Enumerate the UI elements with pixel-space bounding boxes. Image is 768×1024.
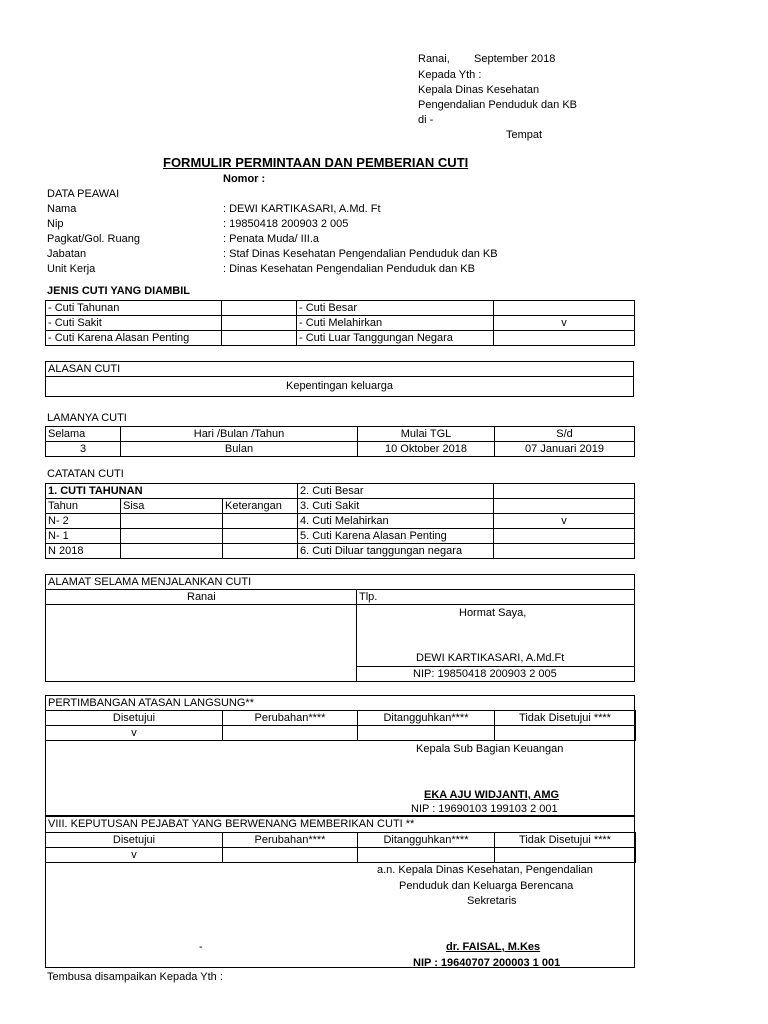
table-row — [46, 848, 636, 863]
catatan-year: N 2018 — [46, 544, 121, 559]
keputusan-table — [45, 832, 636, 863]
jenis-cuti-mark[interactable]: v — [494, 316, 635, 331]
table-row — [46, 726, 636, 741]
jenis-cuti-label: - Cuti Luar Tanggungan Negara — [297, 331, 494, 346]
catatan-sisa-cell[interactable] — [121, 529, 223, 544]
pegawai-value-pangkat: : Penata Muda/ III.a — [223, 233, 320, 245]
pertimbangan-mark[interactable] — [223, 726, 358, 741]
pegawai-label-nip: Nip — [47, 218, 64, 230]
catatan-year: N- 1 — [46, 529, 121, 544]
keputusan-mark[interactable] — [223, 848, 358, 863]
table-row — [46, 499, 635, 514]
pegawai-value-unit: : Dinas Kesehatan Pengendalian Penduduk dan KB — [223, 263, 475, 275]
header-recipient1: Kepala Dinas Kesehatan — [418, 84, 540, 96]
alamat-divider — [45, 589, 635, 590]
pertimbangan-mark[interactable]: v — [46, 726, 223, 741]
keputusan-position-line1: a.n. Kepala Dinas Kesehatan, Pengendalian — [377, 864, 593, 876]
pegawai-value-nip: : 19850418 200903 2 005 — [223, 218, 349, 230]
lamanya-header-mulai: Mulai TGL — [358, 427, 495, 442]
catatan-right-label: 2. Cuti Besar — [298, 484, 494, 499]
pertimbangan-header: Ditangguhkan**** — [358, 711, 495, 726]
catatan-ket-cell[interactable] — [223, 529, 298, 544]
keputusan-position-line2: Penduduk dan Keluarga Berencana — [399, 880, 574, 892]
pegawai-label-unit: Unit Kerja — [47, 263, 96, 275]
jenis-cuti-label: - Cuti Sakit — [46, 316, 222, 331]
table-row — [46, 316, 635, 331]
table-row — [46, 331, 635, 346]
pertimbangan-mark[interactable] — [495, 726, 636, 741]
table-row — [46, 427, 635, 442]
table-row — [46, 514, 635, 529]
header-to: Kepada Yth : — [418, 69, 482, 81]
alamat-divider — [356, 666, 635, 667]
catatan-sisa-cell[interactable] — [121, 544, 223, 559]
keputusan-header: Ditangguhkan**** — [358, 833, 495, 848]
catatan-right-mark[interactable]: v — [494, 514, 635, 529]
table-row — [46, 484, 635, 499]
catatan-right-label: 3. Cuti Sakit — [298, 499, 494, 514]
pertimbangan-signer-nip: NIP : 19690103 199103 2 001 — [411, 803, 558, 815]
catatan-col-tahun: Tahun — [46, 499, 121, 514]
catatan-right-mark[interactable] — [494, 499, 635, 514]
lamanya-cuti-heading: LAMANYA CUTI — [47, 412, 127, 424]
tembusan-label: Tembusa disampaikan Kepada Yth : — [47, 971, 223, 983]
alamat-signer-nip: NIP: 19850418 200903 2 005 — [413, 668, 557, 680]
keputusan-header: Disetujui — [46, 833, 223, 848]
pegawai-label-pangkat: Pagkat/Gol. Ruang — [47, 233, 140, 245]
alamat-tlp-label: Tlp. — [359, 591, 378, 603]
catatan-cuti-table — [45, 483, 635, 559]
keputusan-position-line3: Sekretaris — [467, 895, 517, 907]
lamanya-value-satuan[interactable]: Bulan — [121, 442, 358, 457]
catatan-right-label: 5. Cuti Karena Alasan Penting — [298, 529, 494, 544]
form-title: FORMULIR PERMINTAAN DAN PEMBERIAN CUTI — [163, 155, 469, 170]
jenis-cuti-mark[interactable] — [494, 331, 635, 346]
alamat-city: Ranai — [187, 591, 216, 603]
catatan-right-label: 4. Cuti Melahirkan — [298, 514, 494, 529]
table-row — [46, 442, 635, 457]
header-place: Ranai, — [418, 53, 450, 65]
pertimbangan-header: Tidak Disetujui **** — [495, 711, 636, 726]
jenis-cuti-heading: JENIS CUTI YANG DIAMBIL — [47, 285, 191, 297]
alasan-cuti-table — [45, 361, 634, 397]
catatan-right-label: 6. Cuti Diluar tanggungan negara — [298, 544, 494, 559]
catatan-sisa-cell[interactable] — [121, 514, 223, 529]
alamat-hormat: Hormat Saya, — [459, 607, 527, 619]
pertimbangan-header: Perubahan**** — [223, 711, 358, 726]
pertimbangan-position: Kepala Sub Bagian Keuangan — [416, 743, 564, 755]
table-row — [46, 833, 636, 848]
pertimbangan-heading: PERTIMBANGAN ATASAN LANGSUNG** — [48, 697, 254, 709]
pegawai-label-nama: Nama — [47, 203, 77, 215]
alamat-signer-name: DEWI KARTIKASARI, A.Md.Ft — [416, 652, 565, 664]
jenis-cuti-label: - Cuti Tahunan — [46, 301, 222, 316]
keputusan-mark[interactable]: v — [46, 848, 223, 863]
pertimbangan-mark[interactable] — [358, 726, 495, 741]
jenis-cuti-label: - Cuti Besar — [297, 301, 494, 316]
catatan-cuti-heading: CATATAN CUTI — [47, 468, 124, 480]
catatan-right-mark[interactable] — [494, 484, 635, 499]
catatan-ket-cell[interactable] — [223, 544, 298, 559]
lamanya-header-sd: S/d — [495, 427, 635, 442]
data-pegawai-heading: DATA PEAWAI — [47, 188, 120, 200]
alamat-heading: ALAMAT SELAMA MENJALANKAN CUTI — [48, 576, 252, 588]
keputusan-signer-name: dr. FAISAL, M.Kes — [446, 941, 541, 953]
table-row — [46, 711, 636, 726]
header-recipient2: Pengendalian Penduduk dan KB — [418, 99, 578, 111]
lamanya-value-selama[interactable]: 3 — [46, 442, 121, 457]
catatan-right-mark[interactable] — [494, 544, 635, 559]
jenis-cuti-label: - Cuti Melahirkan — [297, 316, 494, 331]
catatan-tahunan-label: 1. CUTI TAHUNAN — [46, 484, 298, 499]
table-row — [46, 529, 635, 544]
lamanya-header-satuan: Hari /Bulan /Tahun — [121, 427, 358, 442]
lamanya-header-selama: Selama — [46, 427, 121, 442]
alasan-cuti-heading: ALASAN CUTI — [46, 362, 634, 377]
catatan-ket-cell[interactable] — [223, 514, 298, 529]
alamat-address-box[interactable] — [45, 604, 357, 682]
keputusan-mark[interactable] — [358, 848, 495, 863]
jenis-cuti-mark[interactable] — [222, 301, 297, 316]
pertimbangan-signer-name: EKA AJU WIDJANTI, AMG — [424, 789, 560, 801]
header-di: di - — [418, 114, 434, 126]
nomor-label: Nomor : — [223, 173, 266, 185]
lamanya-cuti-table — [45, 426, 635, 457]
jenis-cuti-mark[interactable] — [494, 301, 635, 316]
jenis-cuti-mark[interactable] — [222, 316, 297, 331]
lamanya-value-sd[interactable]: 07 Januari 2019 — [495, 442, 635, 457]
table-row — [46, 301, 635, 316]
pegawai-value-jabatan: : Staf Dinas Kesehatan Pengendalian Penduduk dan KB — [223, 248, 498, 260]
jenis-cuti-label: - Cuti Karena Alasan Penting — [46, 331, 222, 346]
keputusan-header: Perubahan**** — [223, 833, 358, 848]
header-date: September 2018 — [474, 53, 556, 65]
pegawai-label-jabatan: Jabatan — [47, 248, 87, 260]
catatan-year: N- 2 — [46, 514, 121, 529]
pertimbangan-table — [45, 710, 636, 741]
pertimbangan-header: Disetujui — [46, 711, 223, 726]
keputusan-signer-nip: NIP : 19640707 200003 1 001 — [413, 957, 561, 969]
jenis-cuti-table — [45, 300, 635, 346]
table-row — [46, 544, 635, 559]
catatan-right-mark[interactable] — [494, 529, 635, 544]
keputusan-mark[interactable] — [495, 848, 636, 863]
catatan-col-sisa: Sisa — [121, 499, 223, 514]
keputusan-heading: VIII. KEPUTUSAN PEJABAT YANG BERWENANG MEMBERIKAN CUTI ** — [48, 818, 415, 830]
jenis-cuti-mark[interactable] — [222, 331, 297, 346]
alasan-cuti-value[interactable]: Kepentingan keluarga — [46, 377, 634, 397]
keputusan-header: Tidak Disetujui **** — [495, 833, 636, 848]
catatan-col-ket: Keterangan — [223, 499, 298, 514]
keputusan-dash: - — [199, 941, 203, 953]
pegawai-value-nama: : DEWI KARTIKASARI, A.Md. Ft — [223, 203, 381, 215]
lamanya-value-mulai[interactable]: 10 Oktober 2018 — [358, 442, 495, 457]
header-tempat: Tempat — [506, 129, 543, 141]
